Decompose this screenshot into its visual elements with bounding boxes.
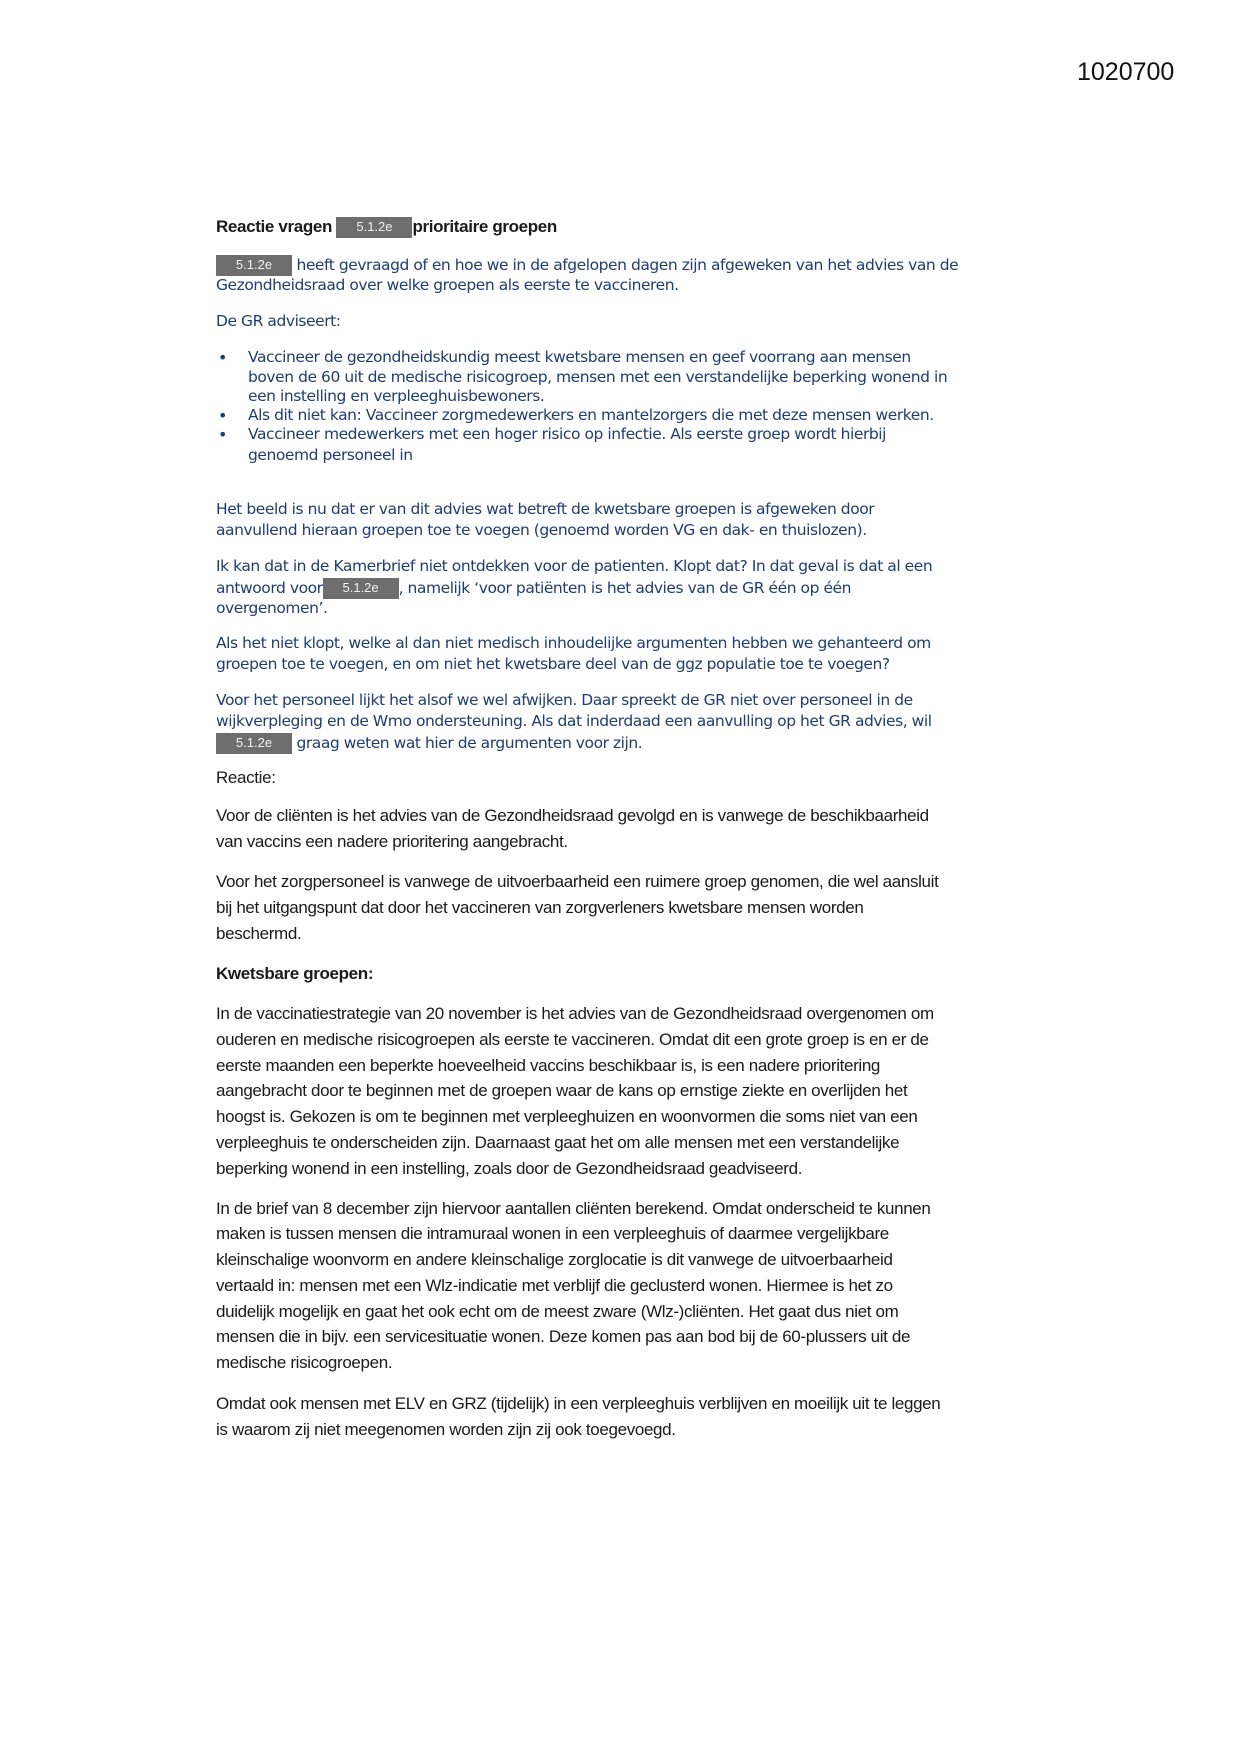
text-segment: De GR adviseert:: [216, 312, 341, 330]
text-line: [248, 446, 413, 464]
text-line: [248, 348, 911, 366]
text-line: [248, 425, 886, 443]
text-segment: heeft gevraagd of en hoe we in de afgelopen dagen zijn afgeweken van het advies van de: [292, 256, 959, 274]
text-segment: Kwetsbare groepen:: [216, 964, 374, 983]
bullet-icon: •: [218, 425, 228, 444]
text-line: [216, 691, 913, 709]
text-line: [216, 557, 932, 575]
text-line: [216, 924, 301, 944]
text-line: [216, 578, 851, 599]
text-line: [216, 1224, 889, 1244]
text-line: [216, 1394, 940, 1414]
text-line: [216, 1302, 898, 1322]
text-segment: beschermd.: [216, 924, 302, 943]
text-line: [216, 768, 276, 788]
text-segment: Reactie:: [216, 768, 276, 787]
text-segment: Als dit niet kan: Vaccineer zorgmedewerkers en mantelzorgers die met deze mensen werken.: [248, 406, 934, 424]
redaction-box: 5.1.2e: [216, 255, 292, 276]
text-segment: beperking wonend in een instelling, zoals door de Gezondheidsraad geadviseerd.: [216, 1159, 803, 1178]
text-segment: medische risicogroepen.: [216, 1353, 393, 1372]
text-line: [248, 387, 544, 405]
text-segment: verpleeghuis te onderscheiden zijn. Daarnaast gaat het om alle mensen met een verstandelijke: [216, 1133, 900, 1152]
text-line: [216, 1420, 676, 1440]
text-segment: Voor de cliënten is het advies van de Gezondheidsraad gevolgd en is vanwege de beschikbaarheid: [216, 806, 929, 825]
text-segment: genoemd personeel in: [248, 446, 413, 464]
text-segment: bij het uitgangspunt dat door het vaccineren van zorgverleners kwetsbare mensen worden: [216, 898, 864, 917]
text-line: [216, 1056, 880, 1076]
text-line: [216, 712, 932, 730]
text-segment: maken is tussen mensen die intramuraal wonen in een verpleeghuis of daarmee vergelijkbare: [216, 1224, 889, 1243]
text-line: [216, 1250, 893, 1270]
text-segment: van vaccins een nadere prioritering aangebracht.: [216, 832, 568, 851]
bullet-icon: •: [218, 348, 228, 367]
text-line: [216, 1199, 931, 1219]
text-segment: ouderen en medische risicogroepen als eerste te vaccineren. Omdat dit een grote groep is en er de: [216, 1030, 929, 1049]
redaction-box: 5.1.2e: [323, 578, 399, 599]
text-segment: Reactie vragen: [216, 217, 337, 236]
text-line: [216, 1327, 910, 1347]
text-segment: Voor het zorgpersoneel is vanwege de uitvoerbaarheid een ruimere groep genomen, die wel aansluit: [216, 872, 939, 891]
text-segment: Het beeld is nu dat er van dit advies wat betreft de kwetsbare groepen is afgeweken door: [216, 500, 875, 518]
text-segment: een instelling en verpleeghuisbewoners.: [248, 387, 545, 405]
text-segment: eerste maanden een beperkte hoeveelheid vaccins beschikbaar is, is een nadere prioritering: [216, 1056, 881, 1075]
text-segment: Gezondheidsraad over welke groepen als eerste te vaccineren.: [216, 276, 679, 294]
document-title: [216, 217, 557, 238]
text-line: [216, 1353, 392, 1373]
text-segment: vertaald in: mensen met een Wlz-indicatie met verblijf die geclusterd wonen. Hiermee is het zo: [216, 1276, 893, 1295]
text-line: [216, 312, 341, 330]
text-line: [216, 832, 568, 852]
text-line: [248, 406, 934, 424]
text-line: [216, 655, 890, 673]
text-line: [216, 1030, 929, 1050]
text-line: [216, 255, 958, 276]
text-line: [216, 1276, 893, 1296]
text-segment: Als het niet klopt, welke al dan niet medisch inhoudelijke argumenten hebben we gehanteerd om: [216, 634, 931, 652]
text-segment: In de brief van 8 december zijn hiervoor aantallen cliënten berekend. Omdat onderscheid te kunnen: [216, 1199, 931, 1218]
redaction-box: 5.1.2e: [336, 217, 412, 238]
text-line: [216, 500, 874, 518]
text-segment: wijkverpleging en de Wmo ondersteuning. Als dat inderdaad een aanvulling op het GR advies, wil: [216, 712, 932, 730]
text-segment: hoogst is. Gekozen is om te beginnen met verpleeghuizen en woonvormen die soms niet van een: [216, 1107, 918, 1126]
text-segment: prioritaire groepen: [412, 217, 557, 236]
text-line: [216, 276, 679, 294]
text-segment: overgenomen’.: [216, 599, 328, 617]
bullet-icon: •: [218, 406, 228, 425]
text-segment: , namelijk ‘voor patiënten is het advies van de GR één op één: [398, 579, 852, 597]
text-line: [216, 521, 867, 539]
text-line: [216, 733, 642, 754]
text-segment: Voor het personeel lijkt het alsof we wel afwijken. Daar spreekt de GR niet over personeel in de: [216, 691, 913, 709]
text-segment: aangebracht door te beginnen met de groepen waar de kans op ernstige ziekte en overlijden het: [216, 1081, 908, 1100]
text-line: [216, 634, 931, 652]
text-line: [216, 1159, 802, 1179]
text-segment: antwoord voor: [216, 579, 323, 597]
text-line: [248, 368, 947, 386]
text-line: [216, 1004, 934, 1024]
section-heading: [216, 964, 373, 984]
text-segment: graag weten wat hier de argumenten voor zijn.: [292, 734, 643, 752]
text-segment: groepen toe te voegen, en om niet het kwetsbare deel van de ggz populatie toe te voegen?: [216, 655, 890, 673]
text-segment: is waarom zij niet meegenomen worden zijn zij ook toegevoegd.: [216, 1420, 676, 1439]
text-line: [216, 806, 929, 826]
document-number: 1020700: [1077, 58, 1175, 86]
text-line: [216, 1107, 917, 1127]
text-line: [216, 1081, 907, 1101]
text-segment: Vaccineer de gezondheidskundig meest kwetsbare mensen en geef voorrang aan mensen: [248, 348, 911, 366]
text-segment: boven de 60 uit de medische risicogroep, mensen met een verstandelijke beperking wonend in: [248, 368, 948, 386]
text-segment: mensen die in bijv. een servicesituatie wonen. Deze komen pas aan bod bij de 60-plussers uit de: [216, 1327, 911, 1346]
text-segment: Ik kan dat in de Kamerbrief niet ontdekken voor de patienten. Klopt dat? In dat geval is dat al een: [216, 557, 933, 575]
text-segment: aanvullend hieraan groepen toe te voegen (genoemd worden VG en dak- en thuislozen).: [216, 521, 867, 539]
redaction-box: 5.1.2e: [216, 733, 292, 754]
text-segment: Omdat ook mensen met ELV en GRZ (tijdelijk) in een verpleeghuis verblijven en moeilijk uit te leggen: [216, 1394, 941, 1413]
text-segment: In de vaccinatiestrategie van 20 november is het advies van de Gezondheidsraad overgenomen om: [216, 1004, 934, 1023]
text-segment: Vaccineer medewerkers met een hoger risico op infectie. Als eerste groep wordt hierbij: [248, 425, 887, 443]
text-line: [216, 898, 863, 918]
text-segment: kleinschalige woonvorm en andere kleinschalige zorglocatie is dit vanwege de uitvoerbaarheid: [216, 1250, 893, 1269]
text-line: [216, 872, 938, 892]
text-line: [216, 599, 327, 617]
text-line: [216, 1133, 899, 1153]
text-segment: duidelijk mogelijk en gaat het ook echt om de meest zware (Wlz-)cliënten. Het gaat dus niet om: [216, 1302, 899, 1321]
